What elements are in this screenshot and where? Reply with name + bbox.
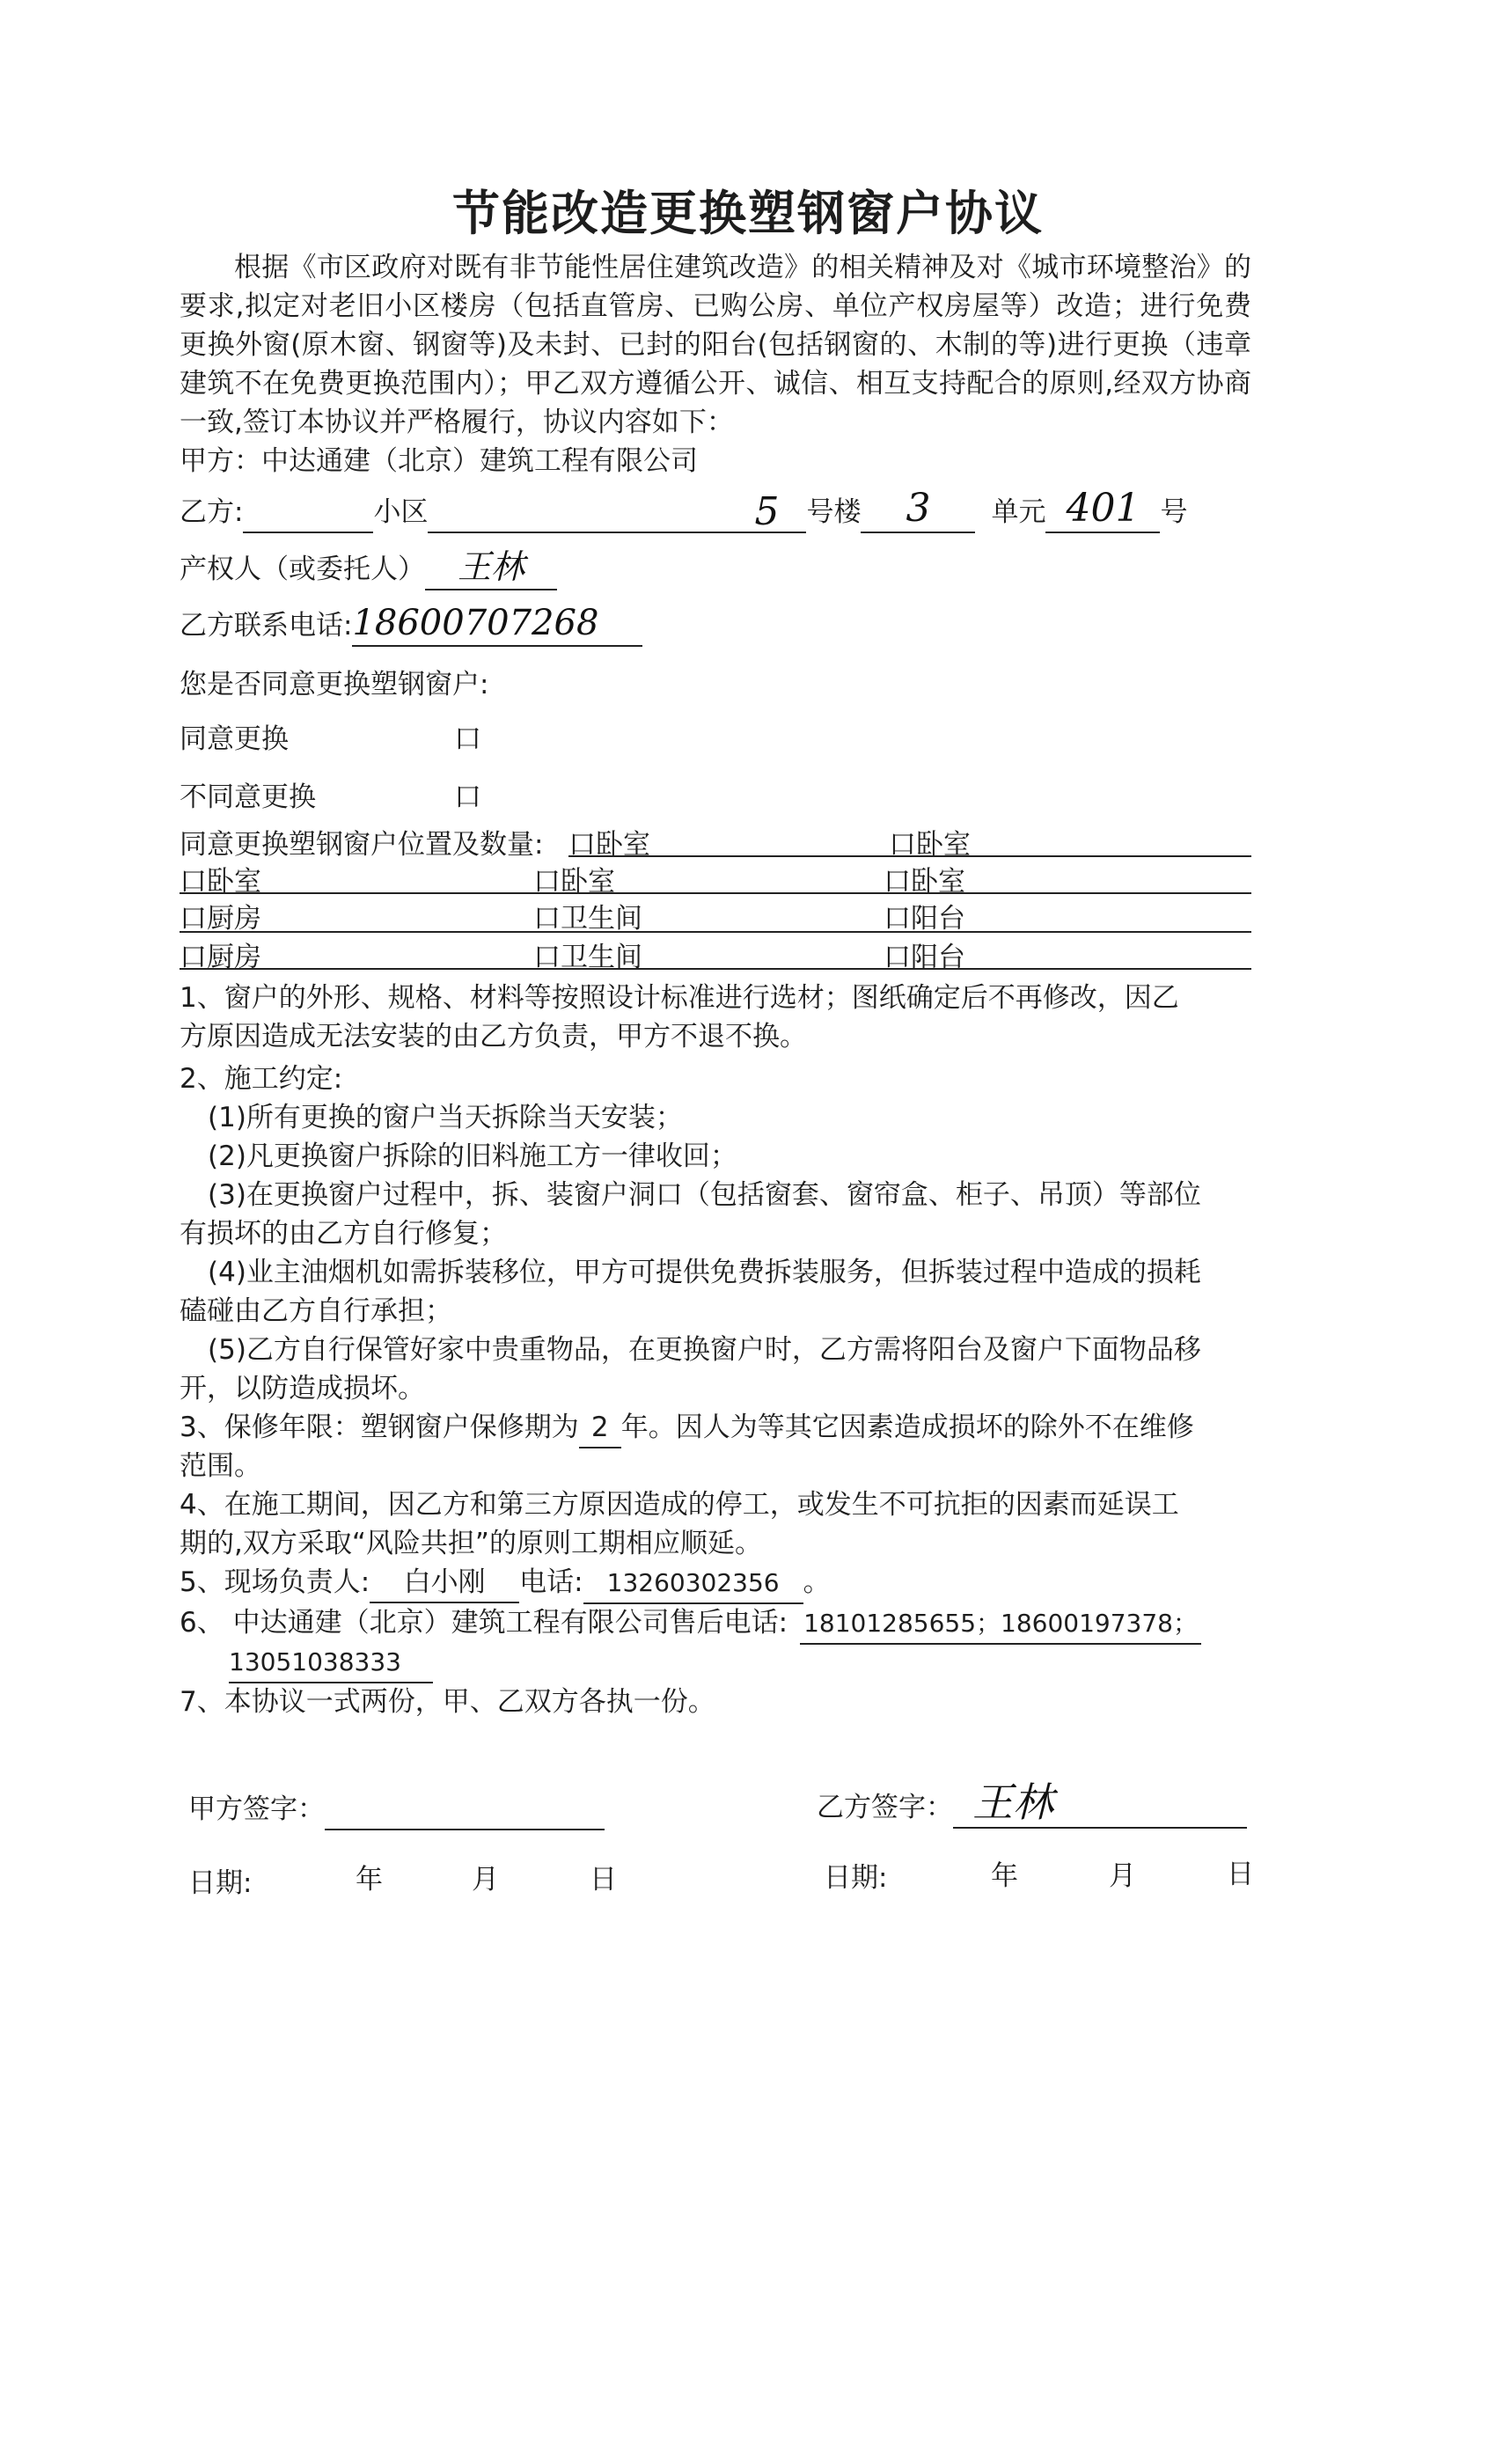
clause-5-phone-label: 电话: [519, 1566, 583, 1598]
unit-label: 单元 [991, 496, 1046, 528]
party-b-date-label: 日期: [824, 1862, 888, 1894]
grid-cell-4-2: 口卫生间 [533, 942, 642, 973]
site-manager-phone: 13260302356 [583, 1564, 803, 1604]
clause-5-label: 5、现场负责人: [180, 1566, 370, 1598]
community-field [428, 489, 806, 533]
clause-2-5-line-2: 开，以防造成损坏。 [180, 1373, 425, 1404]
phone-handwritten: 18600707268 [352, 603, 599, 643]
grid-cell-3-2: 口卫生间 [533, 903, 642, 935]
grid-cell-2-2: 口卧室 [533, 866, 615, 898]
room-label: 号 [1160, 496, 1188, 528]
clause-6-line-1 [180, 1603, 1201, 1645]
grid-cell-3-1: 口厨房 [180, 903, 261, 935]
clause-5-end: 。 [803, 1566, 831, 1598]
clause-4-line-2: 期的,双方采取“风险共担”的原则工期相应顺延。 [180, 1528, 762, 1559]
party-a-signature-field [325, 1790, 605, 1830]
grid-cell-2-3: 口卧室 [884, 866, 965, 898]
warranty-years: 2 [579, 1408, 621, 1448]
unit-number: 3 [906, 486, 931, 531]
unit-field [861, 486, 975, 533]
grid-cell-2-1: 口卧室 [180, 866, 261, 898]
room-field [1045, 486, 1160, 533]
clause-6-label: 6、 中达通建（北京）建筑工程有限公司售后电话: [180, 1607, 788, 1639]
party-b-date-month: 月 [1109, 1860, 1136, 1892]
question: 您是否同意更换塑钢窗户: [180, 669, 489, 700]
party-a-sign-label: 甲方签字： [188, 1793, 325, 1825]
grid-cell-4-1: 口厨房 [180, 942, 261, 973]
grid-underline-2 [180, 892, 1251, 894]
grid-underline-3 [180, 931, 1251, 933]
party-b-date-year: 年 [991, 1860, 1018, 1892]
intro-paragraph: 根据《市区政府对既有非节能性居住建筑改造》的相关精神及对《城市环境整治》的要求,拟定对老旧小区楼房（包括直管房、已购公房、单位产权房屋等）改造；进行免费更换外窗(原木窗、钢窗等)及未封、已封的阳台(包括钢窗的、木制的等)进行更换（违章建筑不在免费更换范围内）；甲乙双方遵循公开、诚信、相互支持配合的原则,经双方协商一致,签订本协议并严格履行，协议内容如下： [180, 252, 1251, 438]
party-a-date-month: 月 [472, 1864, 499, 1896]
party-b-signature: 王林 [972, 1778, 1053, 1826]
grid-cell-3-3: 口阳台 [884, 903, 965, 935]
party-b-field [243, 493, 373, 533]
clause-2-3-line-2: 有损坏的由乙方自行修复； [180, 1218, 507, 1250]
grid-cell-1-2: 口卧室 [889, 829, 971, 861]
positions-label: 同意更换塑钢窗户位置及数量: [180, 829, 544, 861]
party-a-date-year: 年 [356, 1864, 383, 1896]
clause-6-line-2 [229, 1642, 433, 1683]
grid-underline-1 [568, 855, 1251, 857]
party-b-label: 乙方: [180, 496, 244, 528]
clause-2-3-line-1: (3)在更换窗户过程中，拆、装窗户洞口（包括窗套、窗帘盒、柜子、吊顶）等部位 [208, 1179, 1201, 1211]
disagree-option-label: 不同意更换 [180, 781, 316, 813]
agree-checkbox[interactable]: 口 [454, 723, 481, 755]
party-b-sign-row [817, 1778, 1247, 1829]
party-a-date-label: 日期: [188, 1867, 253, 1899]
clause-5 [180, 1563, 831, 1604]
building-label: 号楼 [806, 496, 862, 528]
party-b-sign-label: 乙方签字： [817, 1792, 953, 1823]
after-sales-phones: 18101285655；18600197378； [800, 1604, 1201, 1645]
clause-3-line-2: 范围。 [180, 1450, 261, 1482]
clause-1-line-1: 1、窗户的外形、规格、材料等按照设计标准进行选材；图纸确定后不再修改，因乙 [180, 982, 1179, 1014]
clause-2-5-line-1: (5)乙方自行保管好家中贵重物品，在更换窗户时，乙方需将阳台及窗户下面物品移 [208, 1334, 1201, 1366]
party-a-sign-row [188, 1790, 605, 1830]
clause-2-heading: 2、施工约定: [180, 1063, 343, 1095]
clause-2-2: (2)凡更换窗户拆除的旧料施工方一律收回； [208, 1140, 737, 1172]
community-label: 小区 [373, 496, 429, 528]
agree-option-label: 同意更换 [180, 723, 289, 755]
clause-1-line-2: 方原因造成无法安装的由乙方负责，甲方不退不换。 [180, 1021, 807, 1052]
party-b-row [180, 486, 1188, 534]
document-title: 节能改造更换塑钢窗户协议 [452, 186, 1044, 241]
party-a: 甲方：中达通建（北京）建筑工程有限公司 [180, 445, 698, 477]
disagree-checkbox[interactable]: 口 [454, 781, 481, 813]
owner-signature: 王林 [457, 547, 524, 586]
phone-field [352, 604, 642, 647]
owner-label: 产权人（或委托人） [180, 554, 425, 585]
party-b-date-day: 日 [1227, 1859, 1254, 1890]
party-a-date-day: 日 [590, 1864, 617, 1896]
clause-3-suffix: 年。因人为等其它因素造成损坏的除外不在维修 [620, 1412, 1194, 1443]
site-manager-name: 白小刚 [370, 1563, 519, 1603]
clause-4-line-1: 4、在施工期间，因乙方和第三方原因造成的停工，或发生不可抗拒的因素而延误工 [180, 1489, 1179, 1521]
grid-underline-4 [180, 968, 1251, 970]
owner-field [425, 547, 557, 590]
owner-row [180, 547, 557, 590]
clause-3-prefix: 3、保修年限：塑钢窗户保修期为 [180, 1412, 579, 1443]
party-b-signature-field [953, 1778, 1247, 1829]
grid-cell-4-3: 口阳台 [884, 942, 965, 973]
clause-7: 7、本协议一式两份，甲、乙双方各执一份。 [180, 1686, 715, 1718]
clause-2-1: (1)所有更换的窗户当天拆除当天安装； [208, 1102, 683, 1133]
clause-3-line-1 [180, 1408, 1194, 1448]
clause-2-4-line-2: 磕碰由乙方自行承担； [180, 1295, 452, 1327]
building-number: 5 [754, 489, 780, 534]
phone-row [180, 604, 642, 647]
grid-cell-1-1: 口卧室 [568, 829, 650, 861]
room-number: 401 [1066, 486, 1140, 531]
phone-label: 乙方联系电话: [180, 610, 353, 642]
after-sales-phone-3: 13051038333 [229, 1643, 433, 1683]
clause-2-4-line-1: (4)业主油烟机如需拆装移位，甲方可提供免费拆装服务，但拆装过程中造成的损耗 [208, 1257, 1201, 1288]
